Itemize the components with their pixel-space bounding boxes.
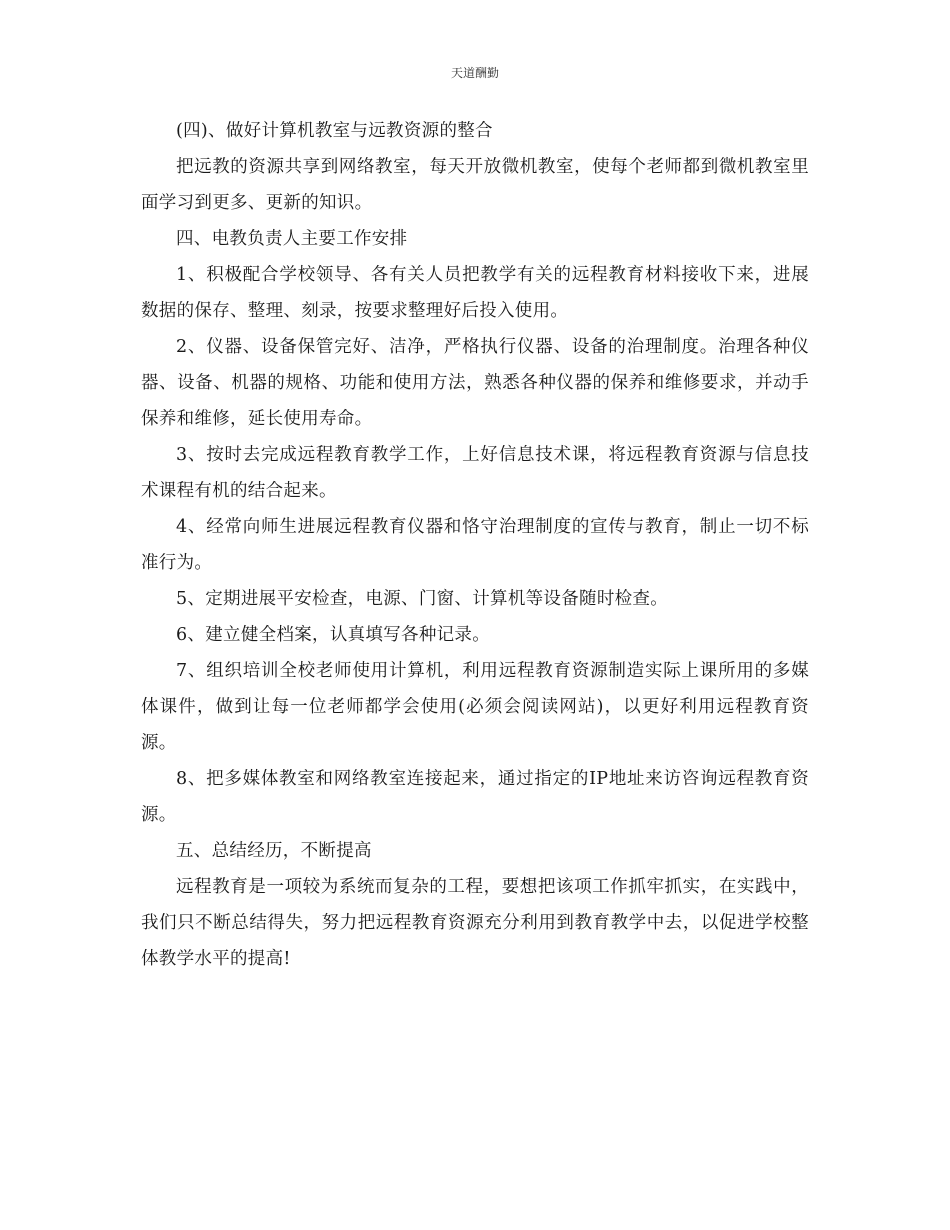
closing-paragraph: 远程教育是一项较为系统而复杂的工程，要想把该项工作抓牢抓实，在实践中，我们只不断总结得失，努力把远程教育资源充分利用到教育教学中去，以促进学校整体教学水平的提高! — [141, 877, 809, 969]
page-header: 天道酬勤 — [450, 66, 499, 80]
list-item-6: 6、建立健全档案，认真填写各种记录。 — [176, 625, 491, 645]
paragraph: 把远教的资源共享到网络教室，每天开放微机教室，使每个老师都到微机教室里面学习到更多、更新的知识。 — [141, 157, 809, 213]
list-item-3: 3、按时去完成远程教育教学工作，上好信息技术课，将远程教育资源与信息技术课程有机的结合起来。 — [141, 445, 809, 501]
list-item-8: 8、把多媒体教室和网络教室连接起来，通过指定的IP地址来访咨询远程教育资源。 — [141, 769, 809, 825]
list-item-5: 5、定期进展平安检查，电源、门窗、计算机等设备随时检查。 — [176, 589, 669, 609]
list-item-4: 4、经常向师生进展远程教育仪器和恪守治理制度的宣传与教育，制止一切不标准行为。 — [141, 517, 809, 573]
section-heading-5: 五、总结经历，不断提高 — [176, 841, 372, 861]
section-heading-4: 四、电教负责人主要工作安排 — [176, 229, 408, 249]
list-item-7: 7、组织培训全校老师使用计算机，利用远程教育资源制造实际上课所用的多媒体课件，做到让每一位老师都学会使用(必须会阅读网站)，以更好利用远程教育资源。 — [141, 661, 809, 753]
document-body — [141, 113, 809, 977]
list-item-2: 2、仪器、设备保管完好、洁净，严格执行仪器、设备的治理制度。治理各种仪器、设备、机器的规格、功能和使用方法，熟悉各种仪器的保养和维修要求，并动手保养和维修，延长使用寿命。 — [141, 337, 809, 429]
list-item-1: 1、积极配合学校领导、各有关人员把教学有关的远程教育材料接收下来，进展数据的保存、整理、刻录，按要求整理好后投入使用。 — [141, 265, 809, 321]
section-heading-4-sub: (四)、做好计算机教室与远教资源的整合 — [176, 121, 493, 141]
